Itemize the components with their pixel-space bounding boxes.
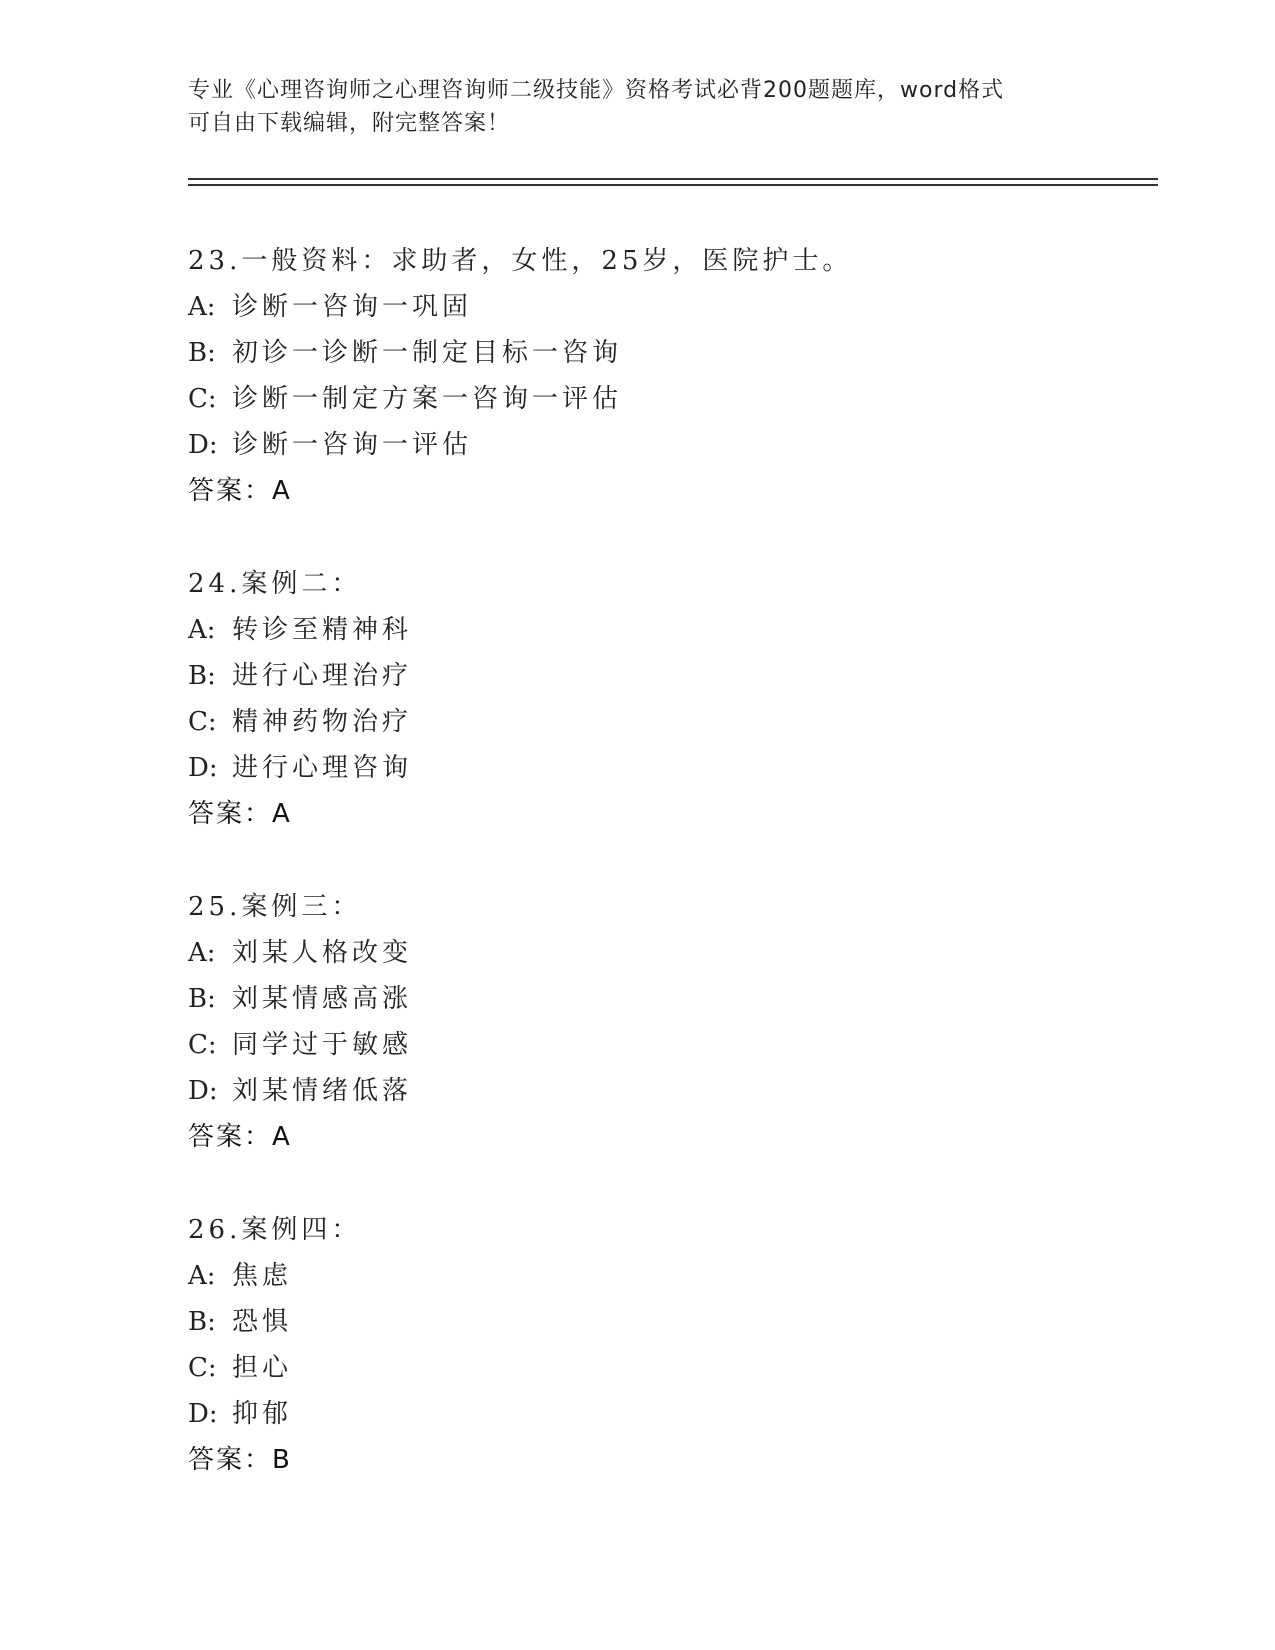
option-letter: D: xyxy=(188,1076,218,1106)
option-letter: A: xyxy=(188,938,216,968)
option-a xyxy=(188,607,1148,653)
question-24 xyxy=(188,561,1148,837)
answer-line: 答案：A xyxy=(188,1122,292,1152)
question-stem: 26.案例四： xyxy=(188,1215,362,1245)
answer-line: 答案：A xyxy=(188,799,292,829)
option-text: 同学过于敏感 xyxy=(232,1030,413,1060)
answer-line: 答案：A xyxy=(188,476,292,506)
header-title-line-2: 可自由下载编辑，附完整答案！ xyxy=(188,111,511,136)
header-divider-bottom xyxy=(188,184,1158,186)
option-d xyxy=(188,1068,1148,1114)
answer-line: 答案：B xyxy=(188,1445,292,1475)
option-a xyxy=(188,930,1148,976)
question-26 xyxy=(188,1207,1148,1483)
option-text: 进行心理咨询 xyxy=(232,753,413,783)
option-c xyxy=(188,1345,1148,1391)
option-letter: B: xyxy=(188,984,216,1014)
option-letter: A: xyxy=(188,292,216,322)
question-23 xyxy=(188,238,1148,514)
option-letter: D: xyxy=(188,753,218,783)
option-text: 进行心理治疗 xyxy=(232,661,413,691)
option-a xyxy=(188,284,1148,330)
option-b xyxy=(188,653,1148,699)
option-letter: A: xyxy=(188,1261,216,1291)
option-letter: B: xyxy=(188,338,216,368)
option-b xyxy=(188,330,1148,376)
option-text: 刘某情感高涨 xyxy=(232,984,413,1014)
option-c xyxy=(188,1022,1148,1068)
option-text: 刘某人格改变 xyxy=(232,938,413,968)
option-letter: B: xyxy=(188,661,216,691)
option-text: 初诊一诊断一制定目标一咨询 xyxy=(232,338,623,368)
option-c xyxy=(188,376,1148,422)
question-25 xyxy=(188,884,1148,1160)
option-d xyxy=(188,422,1148,468)
option-c xyxy=(188,699,1148,745)
header-title-line-1: 专业《心理咨询师之心理咨询师二级技能》资格考试必背200题题库，word格式 xyxy=(188,78,1005,103)
option-text: 诊断一咨询一巩固 xyxy=(232,292,473,322)
question-stem: 25.案例三： xyxy=(188,892,362,922)
option-letter: C: xyxy=(188,1030,217,1060)
option-text: 转诊至精神科 xyxy=(232,615,413,645)
option-b xyxy=(188,1299,1148,1345)
option-a xyxy=(188,1253,1148,1299)
question-stem: 23.一般资料：求助者，女性，25岁，医院护士。 xyxy=(188,246,853,276)
option-text: 诊断一咨询一评估 xyxy=(232,430,473,460)
option-d xyxy=(188,1391,1148,1437)
option-letter: C: xyxy=(188,1353,217,1383)
question-list xyxy=(188,238,1148,1530)
option-letter: C: xyxy=(188,384,217,414)
document-header xyxy=(188,74,1088,140)
option-text: 焦虑 xyxy=(232,1261,293,1291)
question-stem: 24.案例二： xyxy=(188,569,362,599)
option-letter: B: xyxy=(188,1307,216,1337)
option-text: 精神药物治疗 xyxy=(232,707,413,737)
option-letter: C: xyxy=(188,707,217,737)
option-b xyxy=(188,976,1148,1022)
option-letter: D: xyxy=(188,1399,218,1429)
option-text: 抑郁 xyxy=(232,1399,293,1429)
option-text: 担心 xyxy=(232,1353,293,1383)
option-d xyxy=(188,745,1148,791)
option-text: 诊断一制定方案一咨询一评估 xyxy=(232,384,623,414)
option-text: 刘某情绪低落 xyxy=(232,1076,413,1106)
option-letter: A: xyxy=(188,615,216,645)
header-divider-top xyxy=(188,178,1158,180)
option-letter: D: xyxy=(188,430,218,460)
option-text: 恐惧 xyxy=(232,1307,293,1337)
